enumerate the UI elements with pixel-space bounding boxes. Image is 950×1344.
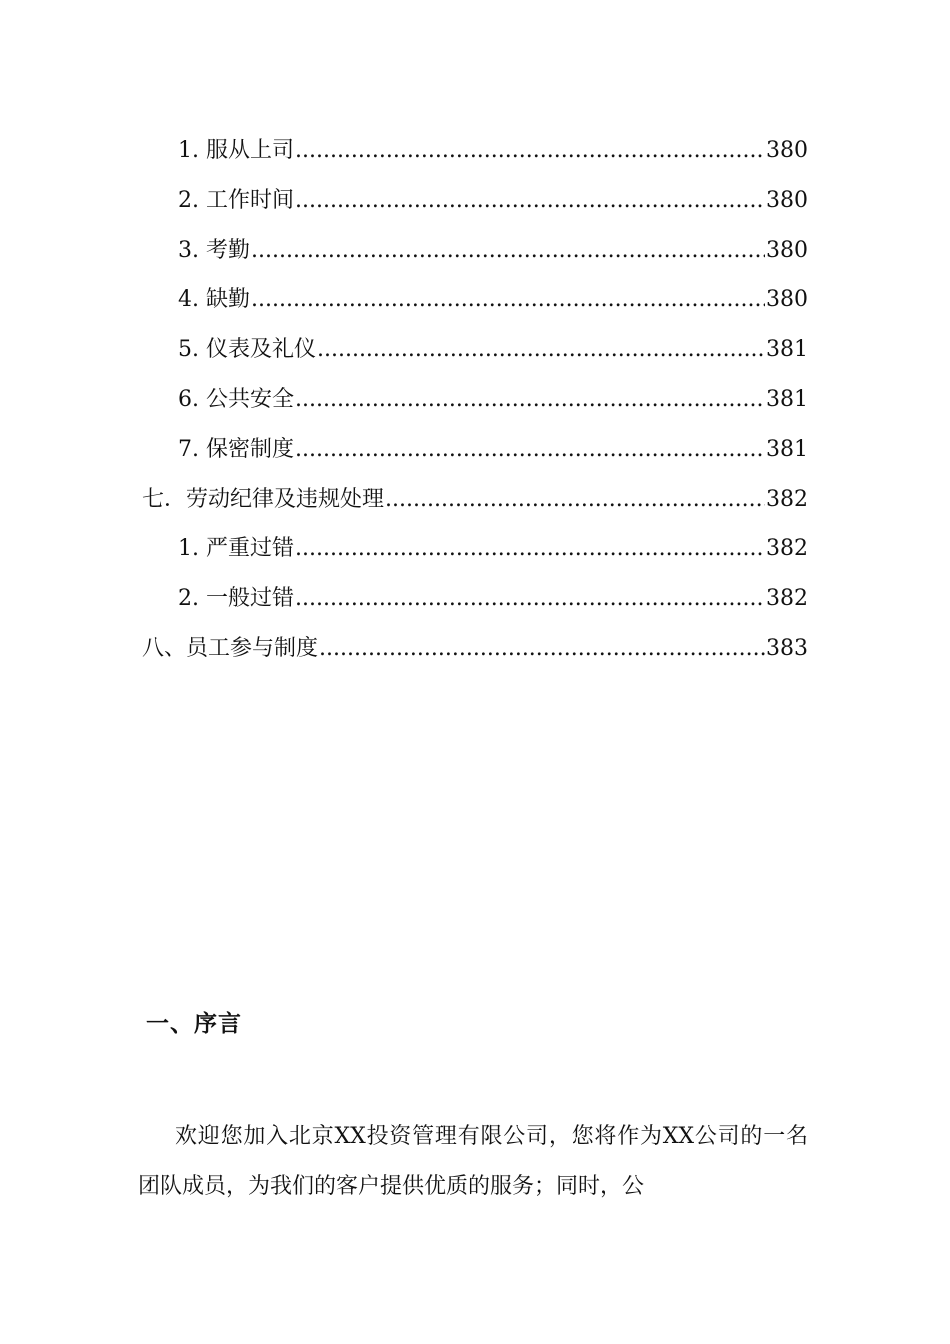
toc-entry-label: 1. 服从上司 <box>178 138 294 163</box>
toc-entry-page: 380 <box>766 138 808 163</box>
toc-entry[interactable] <box>142 375 808 425</box>
toc-dot-leader <box>295 524 765 574</box>
toc-entry-label: 5. 仪表及礼仪 <box>178 337 316 363</box>
toc-entry-page: 380 <box>766 187 808 213</box>
toc-entry-page: 380 <box>766 287 808 313</box>
toc-dot-leader <box>251 226 765 276</box>
toc-entry-page: 380 <box>766 237 808 263</box>
toc-entry[interactable] <box>142 574 808 624</box>
toc-entry-page: 381 <box>766 386 808 412</box>
toc-entry-label: 6. 公共安全 <box>178 386 294 412</box>
paragraph: 欢迎您加入北京XX投资管理有限公司，您将作为XX公司的一名团队成员，为我们的客户提供优质的服务；同时，公 <box>138 1124 808 1199</box>
toc-entry-label: 七．劳动纪律及违规处理 <box>142 486 385 512</box>
toc-dot-leader <box>251 275 765 325</box>
toc-entry-page: 381 <box>766 436 808 462</box>
toc-dot-leader <box>317 325 765 375</box>
toc-entry-label: 4. 缺勤 <box>178 287 250 313</box>
toc-entry-label: 2. 一般过错 <box>178 586 294 612</box>
toc-entry[interactable] <box>142 226 808 276</box>
toc-entry-label: 2. 工作时间 <box>178 187 294 213</box>
toc-entry-label: 7. 保密制度 <box>178 436 294 462</box>
toc-entry[interactable] <box>142 325 808 375</box>
toc-dot-leader <box>295 425 765 475</box>
table-of-contents <box>142 126 808 674</box>
toc-entry-page: 381 <box>766 337 808 363</box>
toc-dot-leader <box>295 126 765 176</box>
toc-entry-page: 383 <box>766 635 808 661</box>
toc-entry[interactable] <box>142 176 808 226</box>
body-text <box>138 1112 808 1212</box>
toc-entry-page: 382 <box>766 536 808 562</box>
toc-dot-leader <box>295 574 765 624</box>
toc-dot-leader <box>295 375 765 425</box>
toc-dot-leader <box>385 475 765 525</box>
toc-entry[interactable] <box>142 475 808 525</box>
toc-entry-page: 382 <box>766 486 808 512</box>
toc-entry[interactable] <box>142 624 808 674</box>
toc-entry[interactable] <box>142 275 808 325</box>
toc-entry-label: 1. 严重过错 <box>178 536 294 562</box>
toc-entry-label: 八、员工参与制度 <box>142 635 319 661</box>
toc-entry-page: 382 <box>766 586 808 612</box>
toc-entry[interactable] <box>142 425 808 475</box>
section-heading: 一、序言 <box>146 1010 242 1037</box>
toc-entry-label: 3. 考勤 <box>178 237 250 263</box>
toc-dot-leader <box>295 176 765 226</box>
toc-dot-leader <box>319 624 765 674</box>
toc-entry[interactable] <box>142 524 808 574</box>
toc-entry[interactable] <box>142 126 808 176</box>
